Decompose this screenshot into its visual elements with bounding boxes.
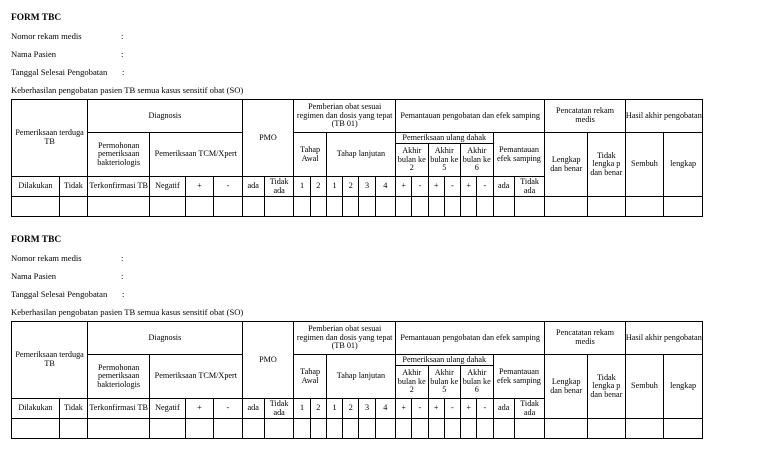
header-pemeriksaan-ulang: Pemeriksaan ulang dahak <box>396 355 494 366</box>
header-diagnosis: Diagnosis <box>88 322 242 355</box>
header-akhir-bulan-5: Akhir bulan ke 5 <box>428 366 461 399</box>
cell-negatif: Negatif <box>150 399 186 419</box>
tbc-form-1 <box>11 13 703 217</box>
field-nomor-rekam-medis <box>11 31 703 41</box>
cell-terkonfirmasi: Terkonfirmasi TB <box>88 177 150 197</box>
cell-lanjutan-2: 2 <box>343 399 359 419</box>
empty-cell[interactable] <box>375 419 395 439</box>
empty-cell[interactable] <box>477 419 493 439</box>
field-colon: : <box>121 49 124 59</box>
table-row-empty <box>12 197 703 217</box>
cell-plus: + <box>185 177 213 197</box>
field-tanggal-selesai <box>11 289 703 299</box>
empty-cell[interactable] <box>664 419 703 439</box>
statement: Keberhasilan pengobatan pasien TB semua kasus sensitif obat (SO) <box>11 85 244 95</box>
empty-cell[interactable] <box>326 419 342 439</box>
header-pmo: PMO <box>242 322 294 399</box>
header-lengkap: lengkap <box>664 355 703 419</box>
form-title: FORM TBC <box>11 235 62 245</box>
header-pemantauan-efek: Pemantauan efek samping <box>493 133 545 177</box>
header-lengkap: lengkap <box>664 133 703 197</box>
cell-bulan6-plus: + <box>461 399 477 419</box>
cell-lanjutan-4: 4 <box>375 399 395 419</box>
header-akhir-bulan-6: Akhir bulan ke 6 <box>461 366 494 399</box>
empty-cell[interactable] <box>664 197 703 217</box>
cell-bulan2-minus: - <box>412 177 428 197</box>
empty-cell[interactable] <box>514 197 545 217</box>
empty-cell[interactable] <box>294 419 310 439</box>
empty-cell[interactable] <box>625 197 664 217</box>
statement: Keberhasilan pengobatan pasien TB semua kasus sensitif obat (SO) <box>11 307 244 317</box>
empty-cell[interactable] <box>477 197 493 217</box>
cell-bulan6-minus: - <box>477 399 493 419</box>
header-pemberian-obat: Pemberian obat sesuai regimen dan dosis yang tepat (TB 01) <box>294 322 396 355</box>
cell-minus: - <box>214 177 242 197</box>
empty-cell[interactable] <box>343 419 359 439</box>
cell-bulan2-plus: + <box>396 399 412 419</box>
header-lengkap-benar: Lengkap dan benar <box>545 355 588 419</box>
empty-cell[interactable] <box>294 197 310 217</box>
empty-cell[interactable] <box>359 419 375 439</box>
empty-cell[interactable] <box>396 419 412 439</box>
empty-cell[interactable] <box>461 197 477 217</box>
field-nama-pasien <box>11 271 703 281</box>
cell-tidak-ada: Tidak ada <box>264 399 293 419</box>
empty-cell[interactable] <box>326 197 342 217</box>
cell-bulan5-minus: - <box>444 399 460 419</box>
empty-cell[interactable] <box>444 419 460 439</box>
field-tanggal-selesai <box>11 67 703 77</box>
header-pmo: PMO <box>242 100 294 177</box>
header-permohonan: Permohonan pemeriksaan bakteriologis <box>88 355 150 399</box>
header-pemberian-obat: Pemberian obat sesuai regimen dan dosis yang tepat (TB 01) <box>294 100 396 133</box>
empty-cell[interactable] <box>493 197 514 217</box>
cell-bulan5-plus: + <box>428 177 444 197</box>
empty-cell[interactable] <box>375 197 395 217</box>
header-tahap-awal: Tahap Awal <box>294 355 327 399</box>
cell-efek-ada: ada <box>493 399 514 419</box>
cell-tidak: Tidak <box>59 399 87 419</box>
empty-cell[interactable] <box>242 419 264 439</box>
cell-bulan5-minus: - <box>444 177 460 197</box>
cell-awal-1: 1 <box>294 177 310 197</box>
empty-cell[interactable] <box>444 197 460 217</box>
field-nama-pasien <box>11 49 703 59</box>
empty-cell[interactable] <box>12 197 60 217</box>
header-sembuh: Sembuh <box>625 355 664 419</box>
header-tahap-awal: Tahap Awal <box>294 133 327 177</box>
empty-cell[interactable] <box>359 197 375 217</box>
header-tidak-lengkap: Tidak lengka p dan benar <box>588 133 626 197</box>
header-akhir-bulan-2: Akhir bulan ke 2 <box>396 144 429 177</box>
empty-cell[interactable] <box>150 419 186 439</box>
header-permohonan: Permohonan pemeriksaan bakteriologis <box>88 133 150 177</box>
empty-cell[interactable] <box>185 197 213 217</box>
empty-cell[interactable] <box>343 197 359 217</box>
cell-dilakukan: Dilakukan <box>12 399 60 419</box>
header-tcm-xpert: Pemeriksaan TCM/Xpert <box>150 133 242 177</box>
cell-minus: - <box>214 399 242 419</box>
header-pemantauan: Pemantauan pengobatan dan efek samping <box>396 322 545 355</box>
cell-lanjutan-1: 1 <box>326 177 342 197</box>
header-akhir-bulan-2: Akhir bulan ke 2 <box>396 366 429 399</box>
empty-cell[interactable] <box>514 419 545 439</box>
form-title: FORM TBC <box>11 13 62 23</box>
field-colon: : <box>122 289 125 299</box>
empty-cell[interactable] <box>150 197 186 217</box>
cell-efek-tidak-ada: Tidak ada <box>514 177 545 197</box>
field-label: Nomor rekam medis <box>11 31 82 41</box>
header-hasil-akhir: Hasil akhir pengobatan <box>625 100 702 133</box>
cell-awal-2: 2 <box>310 177 326 197</box>
field-label: Nama Pasien <box>11 49 57 59</box>
field-colon: : <box>121 253 124 263</box>
cell-plus: + <box>185 399 213 419</box>
header-tahap-lanjutan: Tahap lanjutan <box>326 355 395 399</box>
cell-tidak: Tidak <box>59 177 87 197</box>
empty-cell[interactable] <box>264 419 293 439</box>
cell-lanjutan-3: 3 <box>359 177 375 197</box>
field-label: Nama Pasien <box>11 271 57 281</box>
empty-cell[interactable] <box>214 419 242 439</box>
tbc-form-2 <box>11 235 703 439</box>
cell-bulan2-minus: - <box>412 399 428 419</box>
empty-cell[interactable] <box>412 197 428 217</box>
header-lengkap-benar: Lengkap dan benar <box>545 133 588 197</box>
cell-terkonfirmasi: Terkonfirmasi TB <box>88 399 150 419</box>
header-tidak-lengkap: Tidak lengka p dan benar <box>588 355 626 419</box>
header-diagnosis: Diagnosis <box>88 100 242 133</box>
cell-dilakukan: Dilakukan <box>12 177 60 197</box>
empty-cell[interactable] <box>59 419 87 439</box>
header-akhir-bulan-5: Akhir bulan ke 5 <box>428 144 461 177</box>
header-pemeriksaan-terduga: Pemeriksaan terduga TB <box>12 100 88 177</box>
header-hasil-akhir: Hasil akhir pengobatan <box>625 322 702 355</box>
empty-cell[interactable] <box>310 419 326 439</box>
cell-bulan6-minus: - <box>477 177 493 197</box>
empty-cell[interactable] <box>428 419 444 439</box>
empty-cell[interactable] <box>588 419 626 439</box>
tbc-monitoring-table <box>11 321 703 439</box>
cell-bulan6-plus: + <box>461 177 477 197</box>
empty-cell[interactable] <box>242 197 264 217</box>
field-colon: : <box>122 67 125 77</box>
empty-cell[interactable] <box>12 419 60 439</box>
field-label: Nomor rekam medis <box>11 253 82 263</box>
cell-awal-1: 1 <box>294 399 310 419</box>
header-pemeriksaan-terduga: Pemeriksaan terduga TB <box>12 322 88 399</box>
header-pencatatan: Pencatatan rekam medis <box>545 100 625 133</box>
cell-negatif: Negatif <box>150 177 186 197</box>
cell-lanjutan-2: 2 <box>343 177 359 197</box>
cell-ada: ada <box>242 177 264 197</box>
cell-lanjutan-4: 4 <box>375 177 395 197</box>
cell-ada: ada <box>242 399 264 419</box>
field-label: Tanggal Selesai Pengobatan <box>11 289 108 299</box>
header-tahap-lanjutan: Tahap lanjutan <box>326 133 395 177</box>
empty-cell[interactable] <box>493 419 514 439</box>
cell-tidak-ada: Tidak ada <box>264 177 293 197</box>
header-akhir-bulan-6: Akhir bulan ke 6 <box>461 144 494 177</box>
field-colon: : <box>121 271 124 281</box>
empty-cell[interactable] <box>185 419 213 439</box>
empty-cell[interactable] <box>412 419 428 439</box>
empty-cell[interactable] <box>545 197 588 217</box>
table-row-empty <box>12 419 703 439</box>
empty-cell[interactable] <box>428 197 444 217</box>
cell-bulan5-plus: + <box>428 399 444 419</box>
field-nomor-rekam-medis <box>11 253 703 263</box>
empty-cell[interactable] <box>625 419 664 439</box>
header-pemeriksaan-ulang: Pemeriksaan ulang dahak <box>396 133 494 144</box>
empty-cell[interactable] <box>59 197 87 217</box>
empty-cell[interactable] <box>88 197 150 217</box>
empty-cell[interactable] <box>214 197 242 217</box>
empty-cell[interactable] <box>264 197 293 217</box>
cell-lanjutan-3: 3 <box>359 399 375 419</box>
cell-efek-ada: ada <box>493 177 514 197</box>
empty-cell[interactable] <box>88 419 150 439</box>
empty-cell[interactable] <box>545 419 588 439</box>
cell-efek-tidak-ada: Tidak ada <box>514 399 545 419</box>
header-pemantauan: Pemantauan pengobatan dan efek samping <box>396 100 545 133</box>
header-pencatatan: Pencatatan rekam medis <box>545 322 625 355</box>
field-colon: : <box>121 31 124 41</box>
header-tcm-xpert: Pemeriksaan TCM/Xpert <box>150 355 242 399</box>
cell-lanjutan-1: 1 <box>326 399 342 419</box>
tbc-monitoring-table <box>11 99 703 217</box>
empty-cell[interactable] <box>461 419 477 439</box>
header-pemantauan-efek: Pemantauan efek samping <box>493 355 545 399</box>
cell-awal-2: 2 <box>310 399 326 419</box>
empty-cell[interactable] <box>588 197 626 217</box>
empty-cell[interactable] <box>396 197 412 217</box>
field-label: Tanggal Selesai Pengobatan <box>11 67 108 77</box>
empty-cell[interactable] <box>310 197 326 217</box>
header-sembuh: Sembuh <box>625 133 664 197</box>
cell-bulan2-plus: + <box>396 177 412 197</box>
